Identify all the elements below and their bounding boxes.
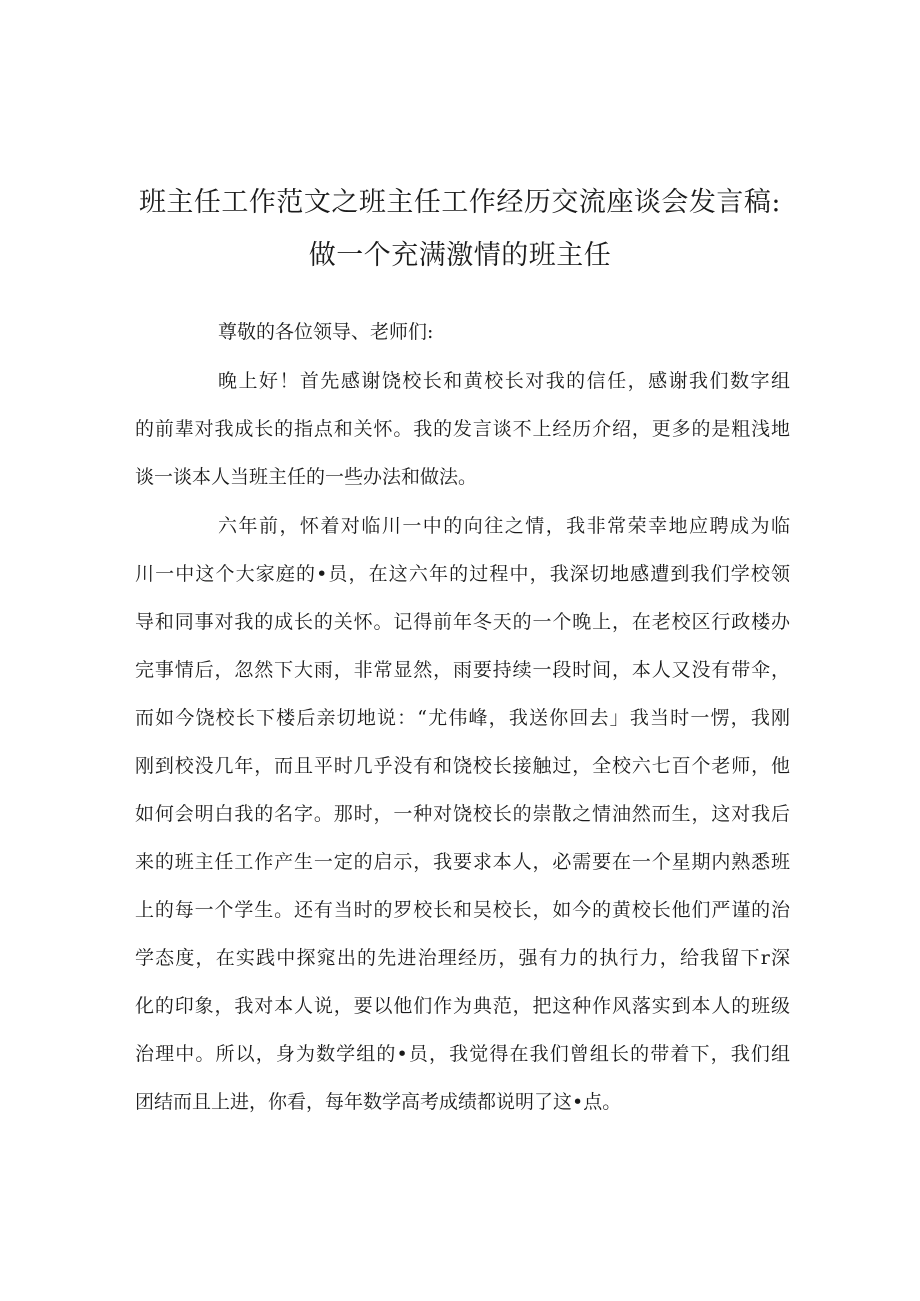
document-title-line-1: 班主任工作范文之班主任工作经历交流座谈会发言稿: bbox=[138, 187, 782, 218]
paragraph-2-line-4: 完事情后，忽然下大雨，非常显然，雨要持续一段时间，本人又没有带伞， bbox=[135, 659, 790, 681]
salutation: 尊敬的各位领导、老师们: bbox=[218, 321, 434, 343]
paragraph-2-line-11: 化的印象，我对本人说，要以他们作为典范，把这种作风落实到本人的班级 bbox=[135, 995, 790, 1017]
paragraph-2-line-2: 川一中这个大家庭的•员，在这六年的过程中，我深切地感遭到我们学校领 bbox=[135, 563, 790, 585]
paragraph-2-line-3: 导和同事对我的成长的关怀。记得前年冬天的一个晚上，在老校区行政楼办 bbox=[135, 611, 790, 633]
paragraph-1-line-1: 晚上好！首先感谢饶校长和黄校长对我的信任，感谢我们数字组 bbox=[218, 370, 790, 392]
paragraph-2-line-9: 上的每一个学生。还有当时的罗校长和吴校长，如今的黄校长他们严谨的治 bbox=[135, 899, 790, 921]
paragraph-2-line-7: 如何会明白我的名字。那时，一种对饶校长的崇散之情油然而生，这对我后 bbox=[135, 803, 790, 825]
paragraph-2-line-8: 来的班主任工作产生一定的启示，我要求本人，必需要在一个星期内熟悉班 bbox=[135, 851, 790, 873]
paragraph-2-line-12: 治理中。所以，身为数学组的•员，我觉得在我们曾组长的带着下，我们组 bbox=[135, 1043, 790, 1065]
paragraph-1-line-3: 谈一谈本人当班主任的一些办法和做法。 bbox=[135, 466, 478, 488]
paragraph-2-line-10: 学态度，在实践中探窕出的先进治理经历，强有力的执行力，给我留下r深 bbox=[135, 947, 790, 969]
paragraph-2-line-6: 刚到校没几年，而且平时几乎没有和饶校长接触过，全校六七百个老师，他 bbox=[135, 755, 790, 777]
paragraph-2-line-13: 团结而且上进，你看，每年数学高考成绩都说明了这•点。 bbox=[135, 1091, 622, 1113]
document-title-line-2: 做一个充满激情的班主任 bbox=[308, 240, 612, 271]
paragraph-2-line-5: 而如今饶校长下楼后亲切地说：“尤伟峰，我送你回去」我当时一愣，我刚 bbox=[135, 707, 790, 729]
paragraph-1-line-2: 的前辈对我成长的指点和关怀。我的发言谈不上经历介绍，更多的是粗浅地 bbox=[135, 418, 790, 440]
paragraph-2-line-1: 六年前，怀着对临川一中的向往之情，我非常荣幸地应聘成为临 bbox=[218, 515, 790, 537]
